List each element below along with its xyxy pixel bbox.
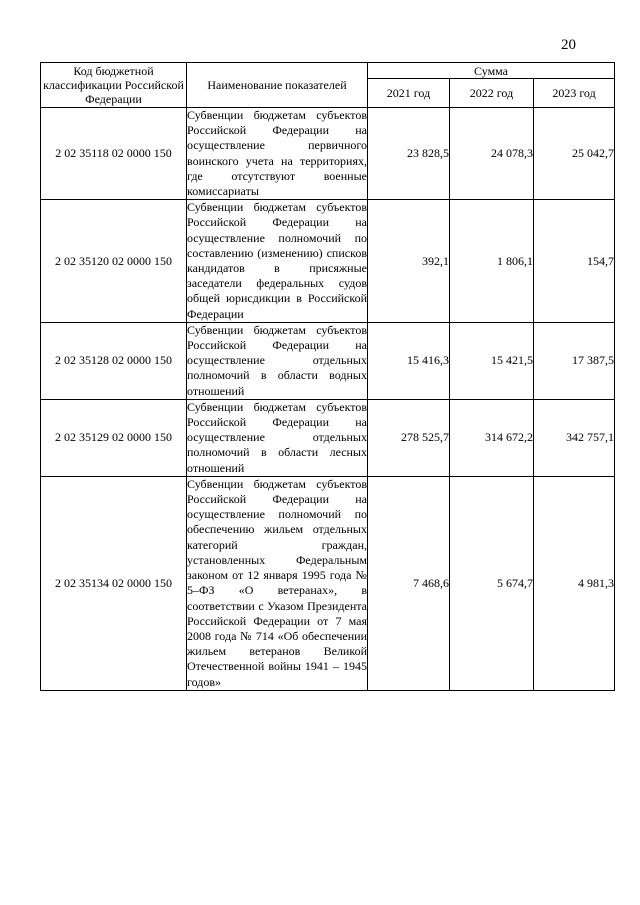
indicator-name: Субвенции бюджетам субъектов Российской Федерации на осуществление полномочий по составлению (изменению) списков кандидатов в присяжные заседатели федеральных судов общей юрисдикции в Российской Федерации	[187, 200, 367, 321]
amount-2022: 314 672,2	[450, 399, 534, 476]
indicator-name: Субвенции бюджетам субъектов Российской Федерации на осуществление отдельных полномочий в области водных отношений	[187, 322, 367, 398]
table-row	[41, 108, 615, 200]
header-year-2022: 2022 год	[450, 79, 534, 108]
indicator-name: Субвенции бюджетам субъектов Российской Федерации на осуществление отдельных полномочий в области лесных отношений	[187, 399, 367, 475]
table-row	[41, 200, 615, 323]
budget-code: 2 02 35128 02 0000 150	[41, 322, 187, 399]
table-row	[41, 322, 615, 399]
indicator-name: Субвенции бюджетам субъектов Российской Федерации на осуществление первичного воинского учета на территориях, где отсутствуют военные комиссариаты	[187, 108, 367, 199]
indicator-name: Субвенции бюджетам субъектов Российской Федерации на осуществление полномочий по обеспечению жильем отдельных категорий граждан, установленных Федеральным законом от 12 января 1995 года № 5–ФЗ «О ветеранах», в соответствии с Указом Президента Российской Федерации от 7 мая 2008 года № 714 «Об обеспечении жильем ветеранов Великой Отечественной войны 1941 – 1945 годов»	[187, 476, 367, 689]
budget-code: 2 02 35129 02 0000 150	[41, 399, 187, 476]
amount-2021: 15 416,3	[368, 322, 450, 399]
header-year-2023: 2023 год	[534, 79, 615, 108]
amount-2023: 17 387,5	[534, 322, 615, 399]
amount-2023: 342 757,1	[534, 399, 615, 476]
amount-2021: 392,1	[368, 200, 450, 323]
amount-2021: 23 828,5	[368, 108, 450, 200]
header-year-2021: 2021 год	[368, 79, 450, 108]
page-number: 20	[561, 37, 576, 53]
header-name: Наименование показателей	[187, 63, 368, 108]
amount-2021: 7 468,6	[368, 476, 450, 690]
amount-2023: 25 042,7	[534, 108, 615, 200]
budget-code: 2 02 35118 02 0000 150	[41, 108, 187, 200]
budget-table	[40, 62, 615, 691]
amount-2022: 1 806,1	[450, 200, 534, 323]
header-code: Код бюджетной классификации Российской Федерации	[41, 63, 187, 108]
amount-2022: 5 674,7	[450, 476, 534, 690]
budget-code: 2 02 35134 02 0000 150	[41, 476, 187, 690]
amount-2022: 15 421,5	[450, 322, 534, 399]
amount-2023: 4 981,3	[534, 476, 615, 690]
budget-code: 2 02 35120 02 0000 150	[41, 200, 187, 323]
table-row	[41, 476, 615, 690]
amount-2022: 24 078,3	[450, 108, 534, 200]
amount-2023: 154,7	[534, 200, 615, 323]
table-row	[41, 399, 615, 476]
amount-2021: 278 525,7	[368, 399, 450, 476]
header-sum: Сумма	[368, 63, 615, 79]
